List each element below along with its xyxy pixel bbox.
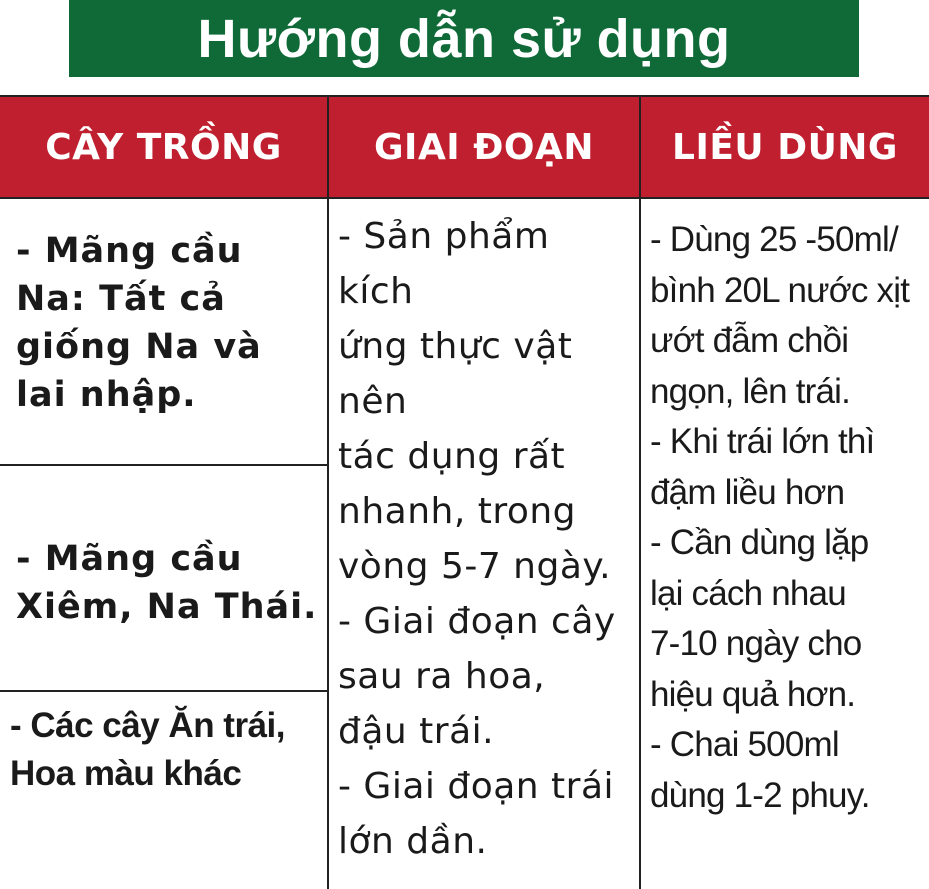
usage-table xyxy=(0,95,929,887)
row-divider xyxy=(0,690,327,692)
crop-cell-3: - Các cây Ăn trái, Hoa màu khác xyxy=(10,706,285,793)
crop-cell-2: - Mãng cầu Xiêm, Na Thái. xyxy=(16,539,318,627)
header-dosage: LIỀU DÙNG xyxy=(672,126,898,168)
column-divider xyxy=(639,97,641,889)
dosage-cell: - Dùng 25 -50ml/ bình 20L nước xịt ướt đẫm chồi ngọn, lên trái. - Khi trái lớn thì đậm liều hơn - Cần dùng lặp lại cách nhau 7-10 ngày cho hiệu quả hơn. - Chai 500ml dùng 1-2 phuy. xyxy=(650,220,910,815)
stage-cell: - Sản phẩm kích ứng thực vật nên tác dụng rất nhanh, trong vòng 5-7 ngày. - Giai đoạn cây sau ra hoa, đậu trái. - Giai đoạn trái lớn dần. xyxy=(338,216,616,862)
column-divider xyxy=(327,97,329,889)
title-banner xyxy=(69,0,859,77)
crop-cell-1: - Mãng cầu Na: Tất cả giống Na và lai nhập. xyxy=(16,231,262,415)
page-title: Hướng dẫn sử dụng xyxy=(197,8,731,69)
header-stage: GIAI ĐOẠN xyxy=(374,126,594,168)
table-header-row xyxy=(0,97,929,199)
row-divider xyxy=(0,464,327,466)
header-crop: CÂY TRỒNG xyxy=(45,126,282,168)
